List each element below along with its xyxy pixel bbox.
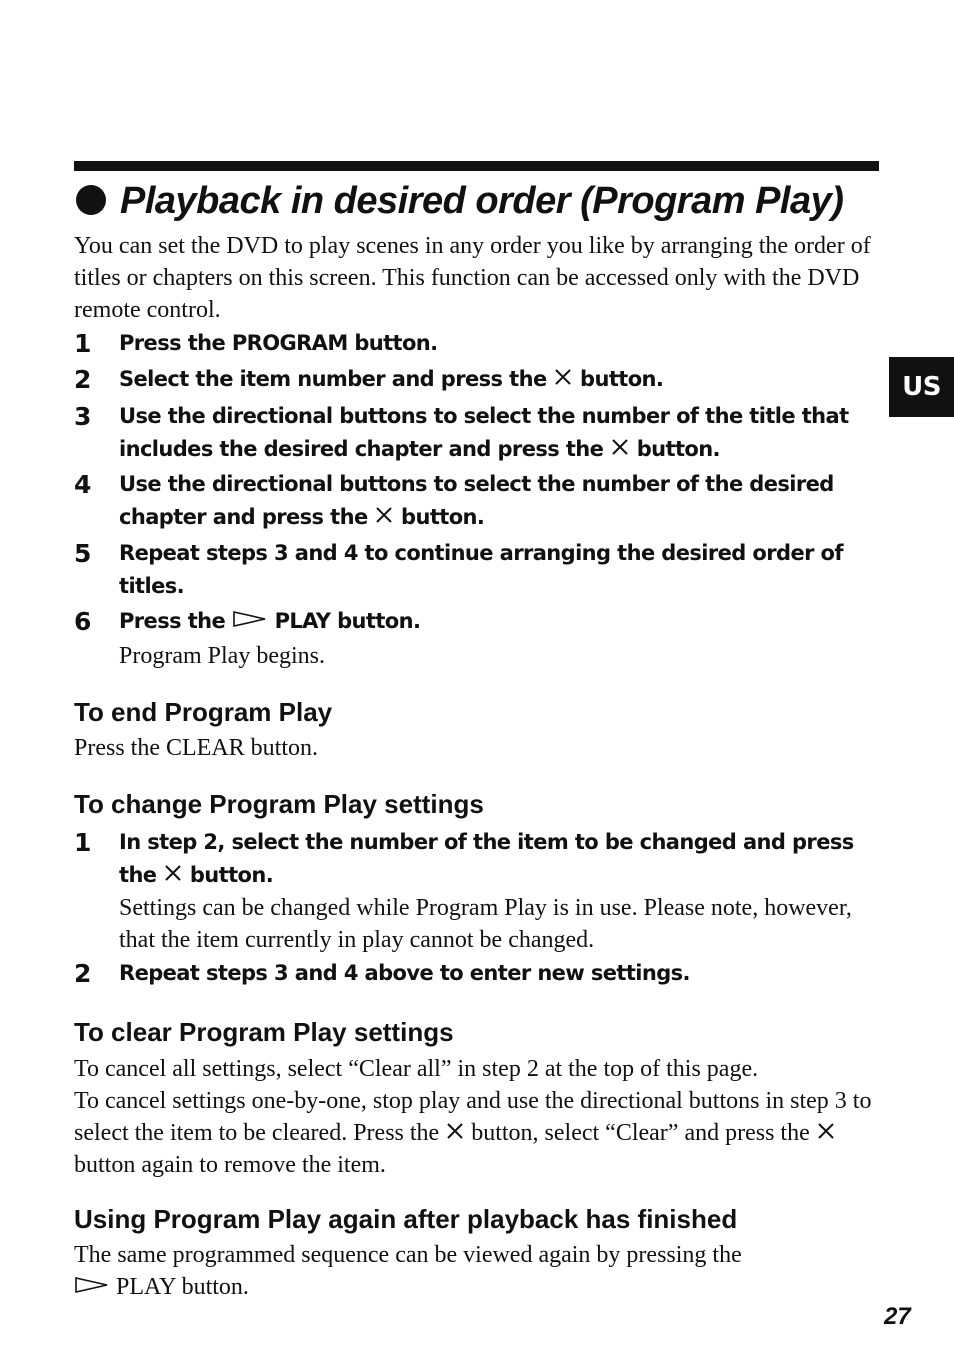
step-number: 6 — [74, 607, 91, 636]
step-text: Repeat steps 3 and 4 above to enter new settings. — [119, 961, 690, 985]
heading-program-play-again: Using Program Play again after playback has finished — [74, 1204, 738, 1234]
clear-line-2c: button again to remove the item. — [74, 1152, 386, 1178]
step-number: 1 — [74, 329, 91, 358]
step-number: 4 — [74, 470, 91, 499]
step-number: 5 — [74, 539, 91, 568]
step-4 — [74, 468, 884, 534]
clear-settings-body — [74, 1053, 884, 1181]
step-text: Press the PROGRAM button. — [119, 331, 438, 355]
step-number: 2 — [74, 365, 91, 394]
cross-icon — [610, 438, 630, 456]
program-play-again-body — [74, 1239, 884, 1303]
step-text-suffix: PLAY button. — [274, 609, 421, 633]
step-5 — [74, 537, 884, 603]
step-1 — [74, 327, 884, 360]
step-number: 1 — [74, 828, 91, 857]
step-text: Use the directional buttons to select the number of the desired chapter and press the — [119, 472, 834, 529]
clear-line-2a: To cancel settings one-by-one, stop play and use the directional buttons in step 3 to select the item to be cleared. Press the — [74, 1088, 872, 1146]
heading-end-program-play: To end Program Play — [74, 697, 333, 727]
step-3 — [74, 400, 884, 466]
section-rule — [74, 161, 879, 171]
end-program-play-body: Press the CLEAR button. — [74, 735, 318, 761]
cross-icon — [163, 864, 183, 882]
play-icon — [74, 1276, 110, 1294]
step-text: Use the directional buttons to select the number of the title that includes the desired chapter and press the — [119, 404, 849, 461]
step-text-suffix: button. — [580, 367, 664, 391]
step-text: Repeat steps 3 and 4 to continue arranging the desired order of titles. — [119, 541, 843, 598]
step-text: In step 2, select the number of the item to be changed and press the — [119, 830, 854, 887]
step-6-note: Program Play begins. — [119, 643, 325, 669]
step-number: 2 — [74, 959, 91, 988]
step-text: Select the item number and press the — [119, 367, 547, 391]
again-body-b: PLAY button. — [116, 1274, 249, 1300]
bullet-icon — [76, 185, 106, 215]
again-body-a: The same programmed sequence can be viewed again by pressing the — [74, 1242, 742, 1268]
cross-icon — [445, 1122, 465, 1140]
heading-change-settings: To change Program Play settings — [74, 789, 484, 819]
intro-paragraph: You can set the DVD to play scenes in any order you like by arranging the order of titles or chapters on this screen. This function can be accessed only with the DVD remote control. — [74, 233, 871, 323]
cross-icon — [553, 368, 573, 386]
page-number: 27 — [884, 1303, 911, 1330]
step-text-suffix: button. — [189, 863, 274, 887]
step-text-suffix: button. — [401, 505, 485, 529]
cross-icon — [374, 506, 394, 524]
step-6 — [74, 605, 884, 638]
section-title-text: Playback in desired order (Program Play) — [120, 180, 844, 222]
change-step-1-note: Settings can be changed while Program Play is in use. Please note, however, that the item currently in play cannot be changed. — [119, 895, 852, 953]
clear-line-1: To cancel all settings, select “Clear all” in step 2 at the top of this page. — [74, 1056, 759, 1082]
change-step-2 — [74, 957, 884, 990]
cross-icon — [816, 1122, 836, 1140]
step-number: 3 — [74, 402, 91, 431]
section-title — [76, 180, 876, 223]
change-step-1 — [74, 826, 884, 892]
step-text-suffix: button. — [636, 437, 720, 461]
clear-line-2b: button, select “Clear” and press the — [471, 1120, 810, 1146]
step-text: Press the — [119, 609, 226, 633]
play-icon — [232, 610, 268, 628]
side-tab-us: US — [889, 357, 954, 417]
heading-clear-settings: To clear Program Play settings — [74, 1017, 454, 1047]
step-2 — [74, 363, 884, 396]
